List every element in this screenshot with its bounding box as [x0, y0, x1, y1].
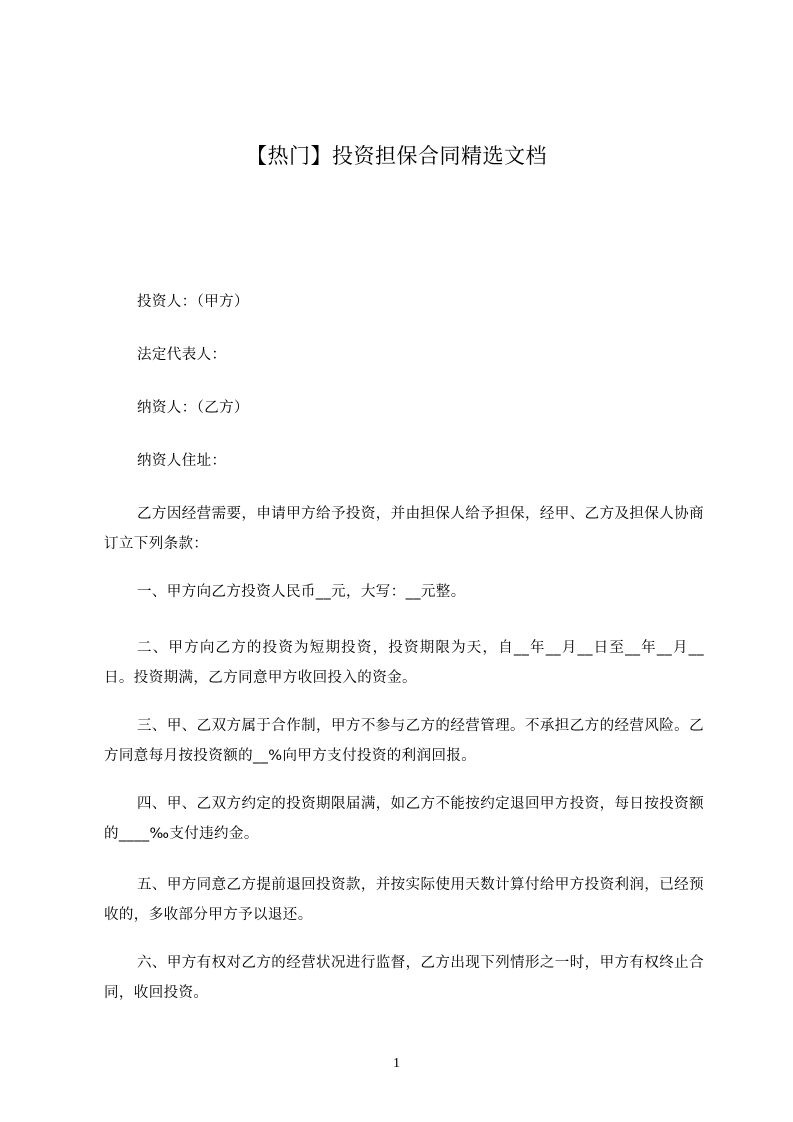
paragraph-recipient-address: 纳资人住址：: [137, 453, 227, 469]
paragraph-clause-5: 五、甲方同意乙方提前退回投资款，并按实际使用天数计算付给甲方投资利润，已经预收的，多收部分甲方予以退还。: [104, 877, 704, 923]
paragraph-clause-6: 六、甲方有权对乙方的经营状况进行监督，乙方出现下列情形之一时，甲方有权终止合同，收回投资。: [104, 955, 704, 1001]
paragraph-legal-representative: 法定代表人：: [137, 347, 227, 363]
paragraph-clause-4: 四、甲、乙双方约定的投资期限届满，如乙方不能按约定退回甲方投资，每日按投资额的____‰支付违约金。: [104, 796, 704, 842]
paragraph-clause-2: 二、甲方向乙方的投资为短期投资，投资期限为天，自__年__月__日至__年__月__日。投资期满，乙方同意甲方收回投入的资金。: [104, 640, 704, 686]
paragraph-clause-3: 三、甲、乙双方属于合作制，甲方不参与乙方的经营管理。不承担乙方的经营风险。乙方同意每月按投资额的__%向甲方支付投资的利润回报。: [104, 718, 704, 764]
paragraph-clause-1: 一、甲方向乙方投资人民币__元，大写：__元整。: [137, 584, 466, 600]
document-title: 【热门】投资担保合同精选文档: [246, 144, 547, 168]
paragraph-recipient: 纳资人：（乙方）: [137, 400, 249, 416]
paragraph-preamble: 乙方因经营需要，申请甲方给予投资，并由担保人给予担保，经甲、乙方及担保人协商订立下列条款：: [104, 506, 704, 552]
paragraph-investor: 投资人：（甲方）: [137, 294, 249, 310]
page-number: 1: [393, 1056, 400, 1071]
